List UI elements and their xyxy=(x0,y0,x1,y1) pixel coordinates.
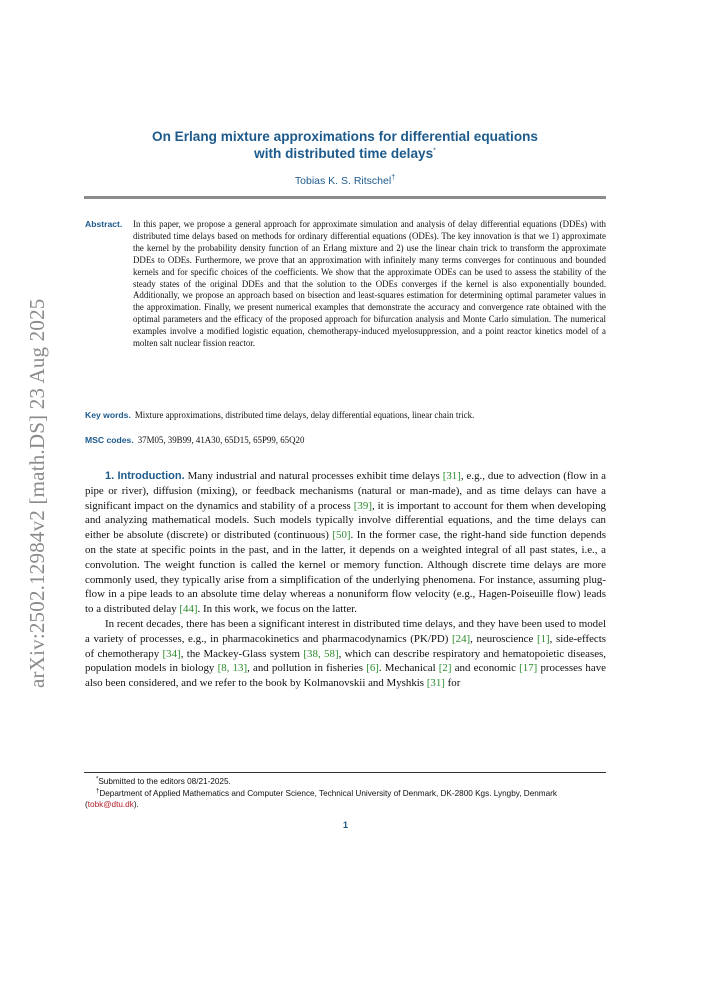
citation-link[interactable]: [34] xyxy=(162,647,181,660)
msc-label: MSC codes. xyxy=(85,435,134,445)
body-text: , which can describe respiratory and hematopoietic diseases, population models in biology xyxy=(85,647,607,675)
keywords-label: Key words. xyxy=(85,410,131,420)
title-line-2: with distributed time delays xyxy=(254,146,434,161)
msc-codes-line xyxy=(85,435,606,447)
body-text: , e.g., due to advection (flow in a pipe or river), diffusion (mixing), or feedback mechanisms (natural or man-made), and as time delays can have a significant impact on the dynamics and stability of a process xyxy=(85,470,606,512)
footnote-2-mark: † xyxy=(96,787,100,794)
footnote-2-text: Department of Applied Mathematics and Computer Science, Technical University of Denmark, DK-2800 Kgs. Lyngby, Denmark ( xyxy=(85,788,557,810)
citation-link[interactable]: [31] xyxy=(442,470,461,482)
title-divider xyxy=(84,196,606,199)
citation-link[interactable]: [50] xyxy=(332,529,351,542)
body-text: In recent decades, there has been a significant interest in distributed time delays, and they have been used to model a variety of processes, e.g., in pharmacokinetics and pharmacodynamics (PK/PD) xyxy=(85,617,606,645)
body-text: , it is important to account for them when developing and analyzing mathematical models. Such models typically involve differential equations, and the time delays can either be absolute (discrete) or distributed (continuous) xyxy=(85,499,606,542)
body-text: , side-effects of chemotherapy xyxy=(85,632,607,660)
footnote-1-mark: * xyxy=(96,776,99,783)
citation-link[interactable]: [24] xyxy=(452,632,471,645)
citation-link[interactable]: [2] xyxy=(438,662,452,675)
body-text: , neuroscience xyxy=(470,632,537,645)
paper-title xyxy=(85,128,605,162)
intro-paragraph-1 xyxy=(85,469,606,617)
footnote-submitted xyxy=(85,776,606,788)
citation-link[interactable]: [1] xyxy=(536,632,550,645)
body-text: , the Mackey-Glass system xyxy=(180,647,304,660)
citation-link[interactable]: [17] xyxy=(519,662,538,675)
citation-link[interactable]: [39] xyxy=(353,499,372,512)
introduction-section xyxy=(85,469,606,691)
author-footnote-mark[interactable]: † xyxy=(391,174,396,182)
footnotes-block xyxy=(85,776,606,811)
author-email-link[interactable]: tobk@dtu.dk xyxy=(87,800,134,810)
footnote-divider xyxy=(84,772,606,773)
citation-link[interactable]: [38, 58] xyxy=(303,647,339,660)
citation-link[interactable]: [31] xyxy=(426,677,445,690)
body-text: Many industrial and natural processes exhibit time delays xyxy=(187,470,443,482)
title-footnote-mark[interactable]: * xyxy=(433,147,436,155)
arxiv-identifier-stamp[interactable]: arXiv:2502.12984v2 [math.DS] 23 Aug 2025 xyxy=(25,298,49,688)
title-line-1: On Erlang mixture approximations for differential equations xyxy=(152,129,538,144)
keywords-text: Mixture approximations, distributed time delays, delay differential equations, linear chain trick. xyxy=(134,410,475,420)
abstract-label: Abstract. xyxy=(85,219,123,229)
body-text: and economic xyxy=(451,662,520,675)
author-line xyxy=(85,174,605,188)
keywords-line xyxy=(85,410,606,422)
body-text: . In the former case, the right-hand side function depends on the state at specific points in the past, and in the latter, it depends on a weighted integral of all past states, i.e., a convolution. The weight function is called the kernel or memory function. Although discrete time delays are more commonly used, they typically arise from a simplification of the underlying phenomena. For instance, assuming plug-flow in a pipe leads to an absolute time delay whereas a nonuniform flow velocity (e.g., Hagen-Poiseuille flow) leads to a distributed delay xyxy=(85,529,607,616)
footnote-affiliation xyxy=(85,788,606,811)
body-text: for xyxy=(444,677,461,690)
citation-link[interactable]: [8, 13] xyxy=(217,662,248,675)
abstract-block xyxy=(85,219,606,350)
body-text: , and pollution in fisheries xyxy=(247,662,367,675)
intro-paragraph-1-runs xyxy=(85,470,606,615)
page-number: 1 xyxy=(342,819,349,830)
footnote-1-text: Submitted to the editors 08/21-2025. xyxy=(98,777,231,786)
intro-paragraph-2 xyxy=(85,617,606,691)
intro-paragraph-2-runs xyxy=(85,618,606,689)
body-text: processes have also been considered, and we refer to the book by Kolmanovskii and Myshkis xyxy=(85,662,606,690)
abstract-text: In this paper, we propose a general approach for approximate simulation and analysis of delay differential equations (DDEs) with distributed time delays based on methods for ordinary differential equations (ODEs). The key innovation is that we 1) approximate the kernel by the probability density function of an Erlang mixture and 2) use the linear chain trick to transform the approximate DDEs to ODEs. Furthermore, we prove that an approximation with infinitely many terms converges for continuous and bounded kernels and for specific choices of the coefficients. We show that the approximate ODEs can be used to assess the stability of the steady states of the original DDEs and that the solution to the ODEs converges if the kernel is also exponentially bounded. Additionally, we propose an approach based on bisection and least-squares estimation for determining optimal parameter values in the approximation. Finally, we present numerical examples that demonstrate the accuracy and convergence rate obtained with the optimal parameters and the efficacy of the proposed approach for bifurcation analysis and Monte Carlo simulation. The numerical examples involve a modified logistic equation, chemotherapy-induced myelosuppression, and a point reactor kinetics model of a molten salt nuclear fission reactor. xyxy=(133,219,606,349)
citation-link[interactable]: [44] xyxy=(179,603,198,616)
section-heading: 1. Introduction. xyxy=(105,470,185,482)
msc-text: 37M05, 39B99, 41A30, 65D15, 65P99, 65Q20 xyxy=(137,435,305,445)
footnote-2-end: ). xyxy=(133,800,139,810)
author-name: Tobias K. S. Ritschel xyxy=(294,175,392,187)
citation-link[interactable]: [6] xyxy=(366,662,379,675)
body-text: . Mechanical xyxy=(378,662,439,675)
body-text: . In this work, we focus on the latter. xyxy=(197,603,357,616)
